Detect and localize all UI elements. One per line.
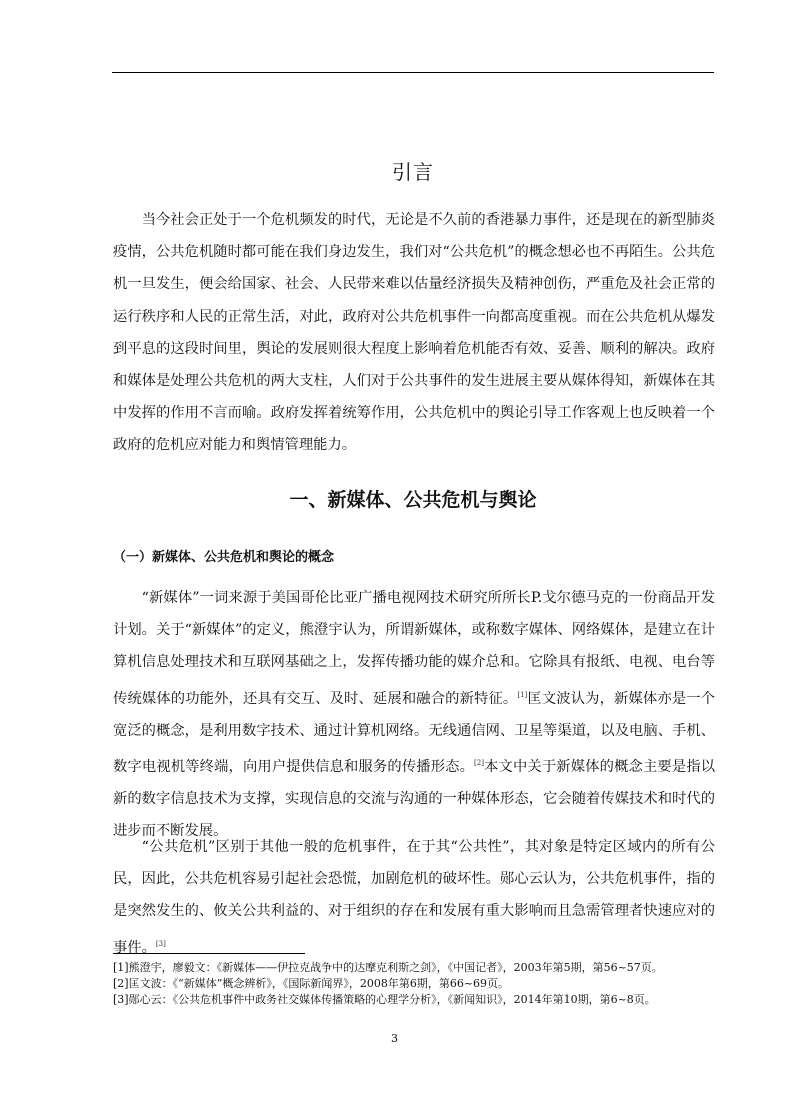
page-title: 引言 [392, 160, 434, 184]
new-media-text-2: 匡文波认为，新媒体亦是一个宽泛的概念，是利用数字技术、通过计算机网络。无线通信网、卫星等渠道，以及电脑、手机、数字电视机等终端，向用户提供信息和服务的传播形态。 [113, 690, 715, 776]
public-crisis-text: “公共危机”区别于其他一般的危机事件，在于其“公共性”，其对象是特定区域内的所有公民，因此，公共危机容易引起社会恐慌，加剧危机的破坏性。郧心云认为，公共危机事件，指的是突然发生的、攸关公共利益的、对于组织的存在和发展有重大影响而且急需管理者快速应对的事件。 [113, 839, 715, 956]
public-crisis-paragraph [113, 831, 715, 964]
footnote-ref-2[interactable]: [2] [474, 759, 484, 768]
footnote-ref-3[interactable]: [3] [155, 939, 166, 948]
header-rule [112, 72, 714, 73]
footnote-divider [113, 953, 305, 954]
footnote-3: [3]郧心云：《公共危机事件中政务社交媒体传播策略的心理学分析》，《新闻知识》，2014年第10期，第6~8页。 [113, 993, 656, 1006]
footnote-ref-1[interactable]: [1] [517, 690, 528, 699]
section-heading: 一、新媒体、公共危机与舆论 [289, 489, 537, 511]
new-media-paragraph [113, 582, 715, 848]
page-number: 3 [391, 1032, 398, 1045]
footnotes [113, 960, 715, 1008]
footnote-1: [1]熊澄宇，廖毅文：《新媒体——伊拉克战争中的达摩克利斯之剑》，《中国记者》，2003年第5期，第56~57页。 [113, 961, 663, 974]
footnote-2: [2]匡文波：《“新媒体”概念辨析》，《国际新闻界》，2008年第6期，第66~69页。 [113, 977, 510, 990]
new-media-text-3: 本文中关于新媒体的概念主要是指以新的数字信息技术为支撑，实现信息的交流与沟通的一种媒体形态，它会随着传媒技术和时代的进步而不断发展。 [113, 759, 716, 840]
intro-paragraph: 当今社会正处于一个危机频发的时代，无论是不久前的香港暴力事件，还是现在的新型肺炎疫情，公共危机随时都可能在我们身边发生，我们对“公共危机”的概念想必也不再陌生。公共危机一旦发生，便会给国家、社会、人民带来难以估量经济损失及精神创伤，严重危及社会正常的运行秩序和人民的正常生活，对此，政府对公共危机事件一向都高度重视。而在公共危机从爆发到平息的这段时间里，舆论的发展则很大程度上影响着危机能否有效、妥善、顺利的解决。政府和媒体是处理公共危机的两大支柱，人们对于公共事件的发生进展主要从媒体得知，新媒体在其中发挥的作用不言而喻。政府发挥着统筹作用，公共危机中的舆论引导工作客观上也反映着一个政府的危机应对能力和舆情管理能力。 [113, 212, 715, 454]
subsection-heading: （一）新媒体、公共危机和舆论的概念 [113, 550, 335, 565]
new-media-text-1: “新媒体”一词来源于美国哥伦比亚广播电视网技术研究所所长P.戈尔德马克的一份商品开发计划。关于“新媒体”的定义，熊澄宇认为，所谓新媒体，或称数字媒体、网络媒体，是建立在计算机信息处理技术和互联网基础之上，发挥传播功能的媒介总和。它除具有报纸、电视、电台等传统媒体的功能外，还具有交互、及时、延展和融合的新特征。 [113, 590, 715, 707]
